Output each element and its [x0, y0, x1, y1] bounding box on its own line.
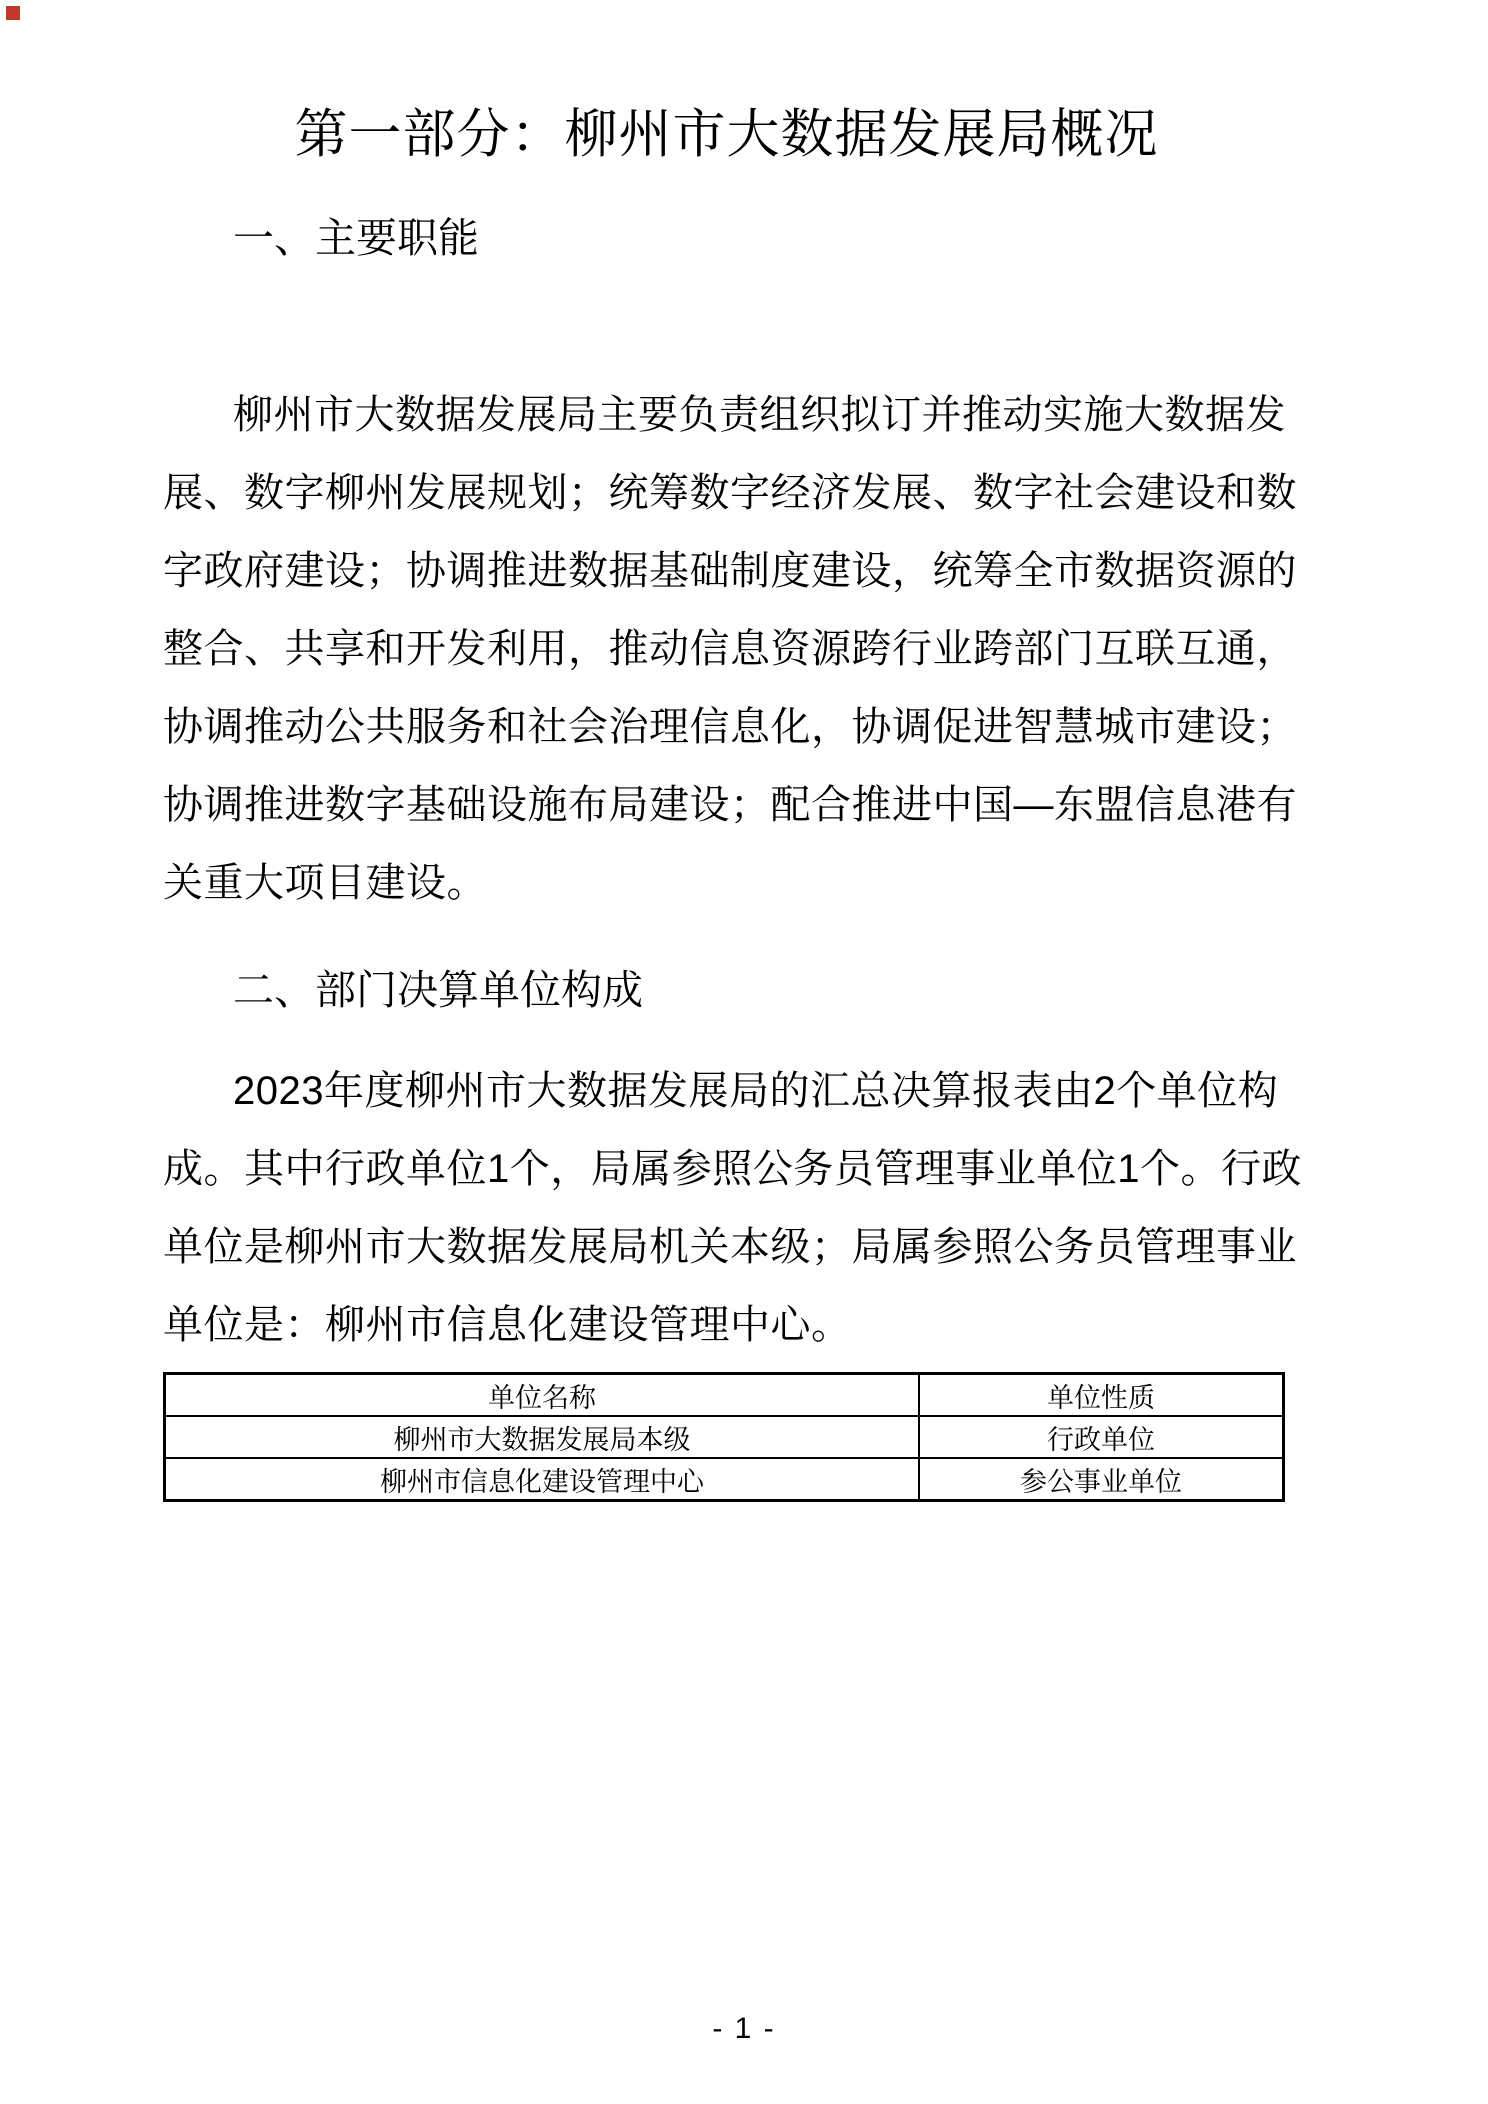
section2-paragraph: [163, 1052, 1302, 1364]
paragraph-line: 单位是柳州市大数据发展局机关本级；局属参照公务员管理事业: [163, 1225, 1297, 1269]
scan-corner-mark: [6, 6, 20, 20]
section2-heading: 二、部门决算单位构成: [233, 967, 643, 1013]
paragraph-line: 成。其中行政单位1个，局属参照公务员管理事业单位1个。行政: [163, 1147, 1302, 1191]
section1-paragraph: [163, 376, 1297, 922]
paragraph-line: 协调推动公共服务和社会治理信息化，协调促进智慧城市建设；: [163, 705, 1297, 749]
table-cell: 行政单位: [919, 1416, 1284, 1458]
table-row: [165, 1458, 1284, 1501]
paragraph-line: 关重大项目建设。: [163, 861, 487, 905]
document-content: [163, 0, 1302, 1502]
page-number: - 1 -: [712, 2012, 776, 2045]
table-cell: 柳州市大数据发展局本级: [165, 1416, 919, 1458]
table-header-cell: 单位性质: [919, 1374, 1284, 1417]
paragraph-line: 展、数字柳州发展规划；统筹数字经济发展、数字社会建设和数: [163, 471, 1297, 515]
paragraph-line: 协调推进数字基础设施布局建设；配合推进中国—东盟信息港有: [163, 783, 1297, 827]
page-title: 第一部分：柳州市大数据发展局概况: [294, 105, 1159, 164]
table-row: [165, 1416, 1284, 1458]
table-header-row: [165, 1374, 1284, 1417]
section1-heading: 一、主要职能: [233, 215, 479, 261]
paragraph-line: 2023年度柳州市大数据发展局的汇总决算报表由2个单位构: [233, 1069, 1279, 1113]
paragraph-line: 字政府建设；协调推进数据基础制度建设，统筹全市数据资源的: [163, 549, 1297, 593]
table-header-cell: 单位名称: [165, 1374, 919, 1417]
units-table: [163, 1372, 1285, 1502]
table-cell: 参公事业单位: [919, 1458, 1284, 1501]
paragraph-line: 单位是：柳州市信息化建设管理中心。: [163, 1303, 852, 1347]
paragraph-line: 柳州市大数据发展局主要负责组织拟订并推动实施大数据发: [233, 393, 1286, 437]
paragraph-line: 整合、共享和开发利用，推动信息资源跨行业跨部门互联互通，: [163, 627, 1297, 671]
table-cell: 柳州市信息化建设管理中心: [165, 1458, 919, 1501]
